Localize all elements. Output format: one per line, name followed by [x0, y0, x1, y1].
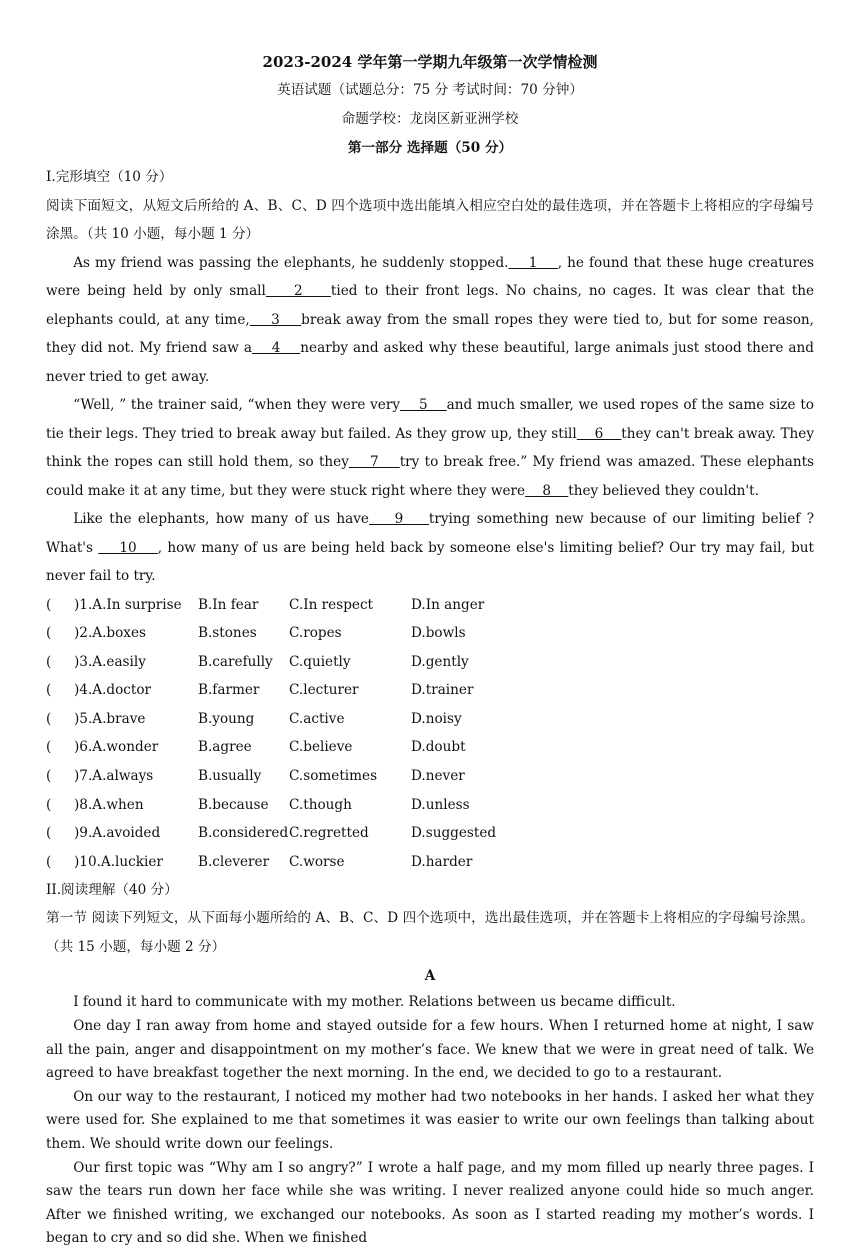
question-row — [46, 848, 814, 877]
reading-section-title: II.阅读理解（40 分） — [46, 882, 178, 899]
answer-paren: ( — [46, 768, 52, 785]
question-row — [46, 648, 814, 677]
option-a: )6.A.wonder — [74, 739, 159, 756]
question-row — [46, 791, 814, 820]
option-c: C.active — [289, 710, 345, 727]
blank-7: 7 — [348, 454, 400, 470]
passage-paragraph: One day I ran away from home and stayed outside for a few hours. When I returned home at night, I saw all the pain, anger and disappointment on my mother’s face. We knew that we were in great need of talk. We agreed to have breakfast together the next morning. In the end, we decided to go to a restaurant. — [46, 1018, 814, 1082]
option-d: D.doubt — [411, 739, 466, 756]
answer-paren: ( — [46, 653, 52, 670]
option-c: C.lecturer — [289, 682, 359, 699]
option-b: B.carefully — [198, 653, 273, 670]
option-b: B.usually — [198, 768, 262, 785]
cloze-text: “Well, ” the trainer said, “when they were very — [73, 397, 401, 413]
cloze-paragraph-2 — [46, 391, 814, 505]
option-c: C.ropes — [289, 625, 342, 642]
blank-6: 6 — [576, 425, 622, 442]
blank-9: 9 — [368, 511, 429, 527]
question-row — [46, 619, 814, 648]
question-row — [46, 733, 814, 762]
option-b: B.farmer — [198, 682, 260, 699]
option-b: B.cleverer — [198, 853, 270, 870]
answer-paren: ( — [46, 825, 52, 842]
option-d: D.trainer — [411, 682, 474, 699]
option-a: )7.A.always — [74, 768, 154, 785]
passage-label: A — [424, 968, 436, 985]
cloze-text: they can't break away. They think the ropes can still hold them, so they — [46, 425, 815, 470]
cloze-text: tied to their front legs. No chains, no cages. It was clear that the elephants could, at any time, — [46, 283, 815, 328]
cloze-text: nearby and asked why these beautiful, large animals just stood there and never tried to get away. — [46, 340, 814, 385]
cloze-text: , he found that these huge creatures were being held by only small — [46, 254, 814, 299]
option-d: D.unless — [411, 796, 470, 813]
blank-2: 2 — [265, 283, 331, 299]
option-d: D.suggested — [411, 825, 497, 842]
blank-1: 1 — [508, 254, 558, 271]
option-c: C.worse — [289, 853, 345, 870]
option-d: D.noisy — [411, 710, 462, 727]
passage-paragraph: On our way to the restaurant, I noticed my mother had two notebooks in her hands. I asked her what they were used for. She explained to me that sometimes it was easier to write our own feelings than talking about them. We should write down our feelings. — [46, 1088, 814, 1152]
question-row — [46, 676, 814, 705]
option-a: )4.A.doctor — [74, 682, 152, 699]
question-row — [46, 762, 814, 791]
answer-paren: ( — [46, 625, 52, 642]
cloze-text: they believed they couldn't. — [568, 482, 759, 499]
cloze-text: and much smaller, we used ropes of the same size to tie their legs. They tried to break away but failed. As they grow up, they still — [46, 397, 814, 442]
option-c: C.quietly — [289, 653, 351, 670]
option-b: B.agree — [198, 739, 252, 756]
option-c: C.In respect — [289, 596, 374, 613]
blank-3: 3 — [249, 311, 302, 328]
option-c: C.though — [289, 796, 352, 813]
answer-paren: ( — [46, 710, 52, 727]
cloze-text: break away from the small ropes they were tied to, but for some reason, they did not. My friend saw a — [46, 311, 814, 356]
option-a: )10.A.luckier — [74, 853, 163, 870]
blank-5: 5 — [400, 397, 447, 413]
option-a: )8.A.when — [74, 796, 144, 813]
option-b: B.because — [198, 796, 269, 813]
option-b: B.considered — [198, 825, 289, 842]
cloze-text: As my friend was passing the elephants, he suddenly stopped. — [73, 254, 509, 271]
answer-paren: ( — [46, 796, 52, 813]
part-title: 第一部分 选择题（50 分） — [347, 140, 513, 156]
reading-passage — [46, 991, 814, 1251]
option-a: )2.A.boxes — [74, 625, 146, 642]
option-d: D.In anger — [411, 596, 485, 613]
reading-instructions: 第一节 阅读下列短文，从下面每小题所给的 A、B、C、D 四个选项中，选出最佳选项，并在答题卡上将相应的字母编号涂黑。（共 15 小题，每小题 2 分） — [46, 910, 814, 955]
answer-paren: ( — [46, 853, 52, 870]
cloze-text: trying something new because of our limiting belief ? What's — [46, 511, 815, 556]
question-row — [46, 819, 814, 848]
option-a: )9.A.avoided — [74, 825, 161, 842]
option-a: )5.A.brave — [74, 710, 146, 727]
answer-paren: ( — [46, 739, 52, 756]
blank-10: 10 — [98, 539, 158, 556]
cloze-text: Like the elephants, how many of us have — [73, 511, 369, 527]
answer-paren: ( — [46, 596, 52, 613]
answer-paren: ( — [46, 682, 52, 699]
blank-4: 4 — [251, 340, 301, 356]
option-d: D.never — [411, 768, 465, 785]
option-c: C.believe — [289, 739, 353, 756]
passage-paragraph: I found it hard to communicate with my mother. Relations between us became difficult. — [73, 994, 676, 1011]
cloze-section-title: I.完形填空（10 分） — [46, 169, 173, 185]
cloze-instructions: 阅读下面短文，从短文后所给的 A、B、C、D 四个选项中选出能填入相应空白处的最佳选项，并在答题卡上将相应的字母编号涂黑。（共 10 小题，每小题 1 分） — [46, 197, 814, 242]
option-a: )3.A.easily — [74, 653, 146, 670]
blank-8: 8 — [525, 482, 569, 499]
option-d: D.gently — [411, 653, 469, 670]
option-b: B.In fear — [198, 596, 259, 613]
exam-school: 命题学校：龙岗区新亚洲学校 — [341, 111, 519, 127]
option-d: D.harder — [411, 853, 473, 870]
option-a: )1.A.In surprise — [74, 596, 182, 613]
cloze-text: , how many of us are being held back by someone else's limiting belief? Our try may fail, but never fail to try. — [46, 539, 814, 584]
question-row — [46, 591, 814, 620]
question-row — [46, 705, 814, 734]
option-b: B.stones — [198, 625, 257, 642]
option-c: C.regretted — [289, 825, 369, 842]
option-c: C.sometimes — [289, 768, 378, 785]
exam-title: 2023-2024 学年第一学期九年级第一次学情检测 — [262, 53, 598, 71]
question-list — [46, 591, 814, 877]
option-b: B.young — [198, 710, 255, 727]
cloze-text: try to break free.” My friend was amazed. These elephants could make it at any time, but they were stuck right where they were — [46, 454, 815, 499]
cloze-paragraph-1 — [46, 249, 814, 392]
exam-subtitle: 英语试题（试题总分：75 分 考试时间：70 分钟） — [277, 82, 583, 98]
cloze-paragraph-3 — [46, 505, 814, 591]
option-d: D.bowls — [411, 625, 466, 642]
passage-paragraph: Our first topic was “Why am I so angry?” I wrote a half page, and my mom filled up nearly three pages. I saw the tears run down her face while she was writing. I never realized anyone could hide so much anger. After we finished writing, we exchanged our notebooks. As soon as I started reading my mother’s words. I began to cry and so did she. When we finished — [46, 1159, 814, 1247]
